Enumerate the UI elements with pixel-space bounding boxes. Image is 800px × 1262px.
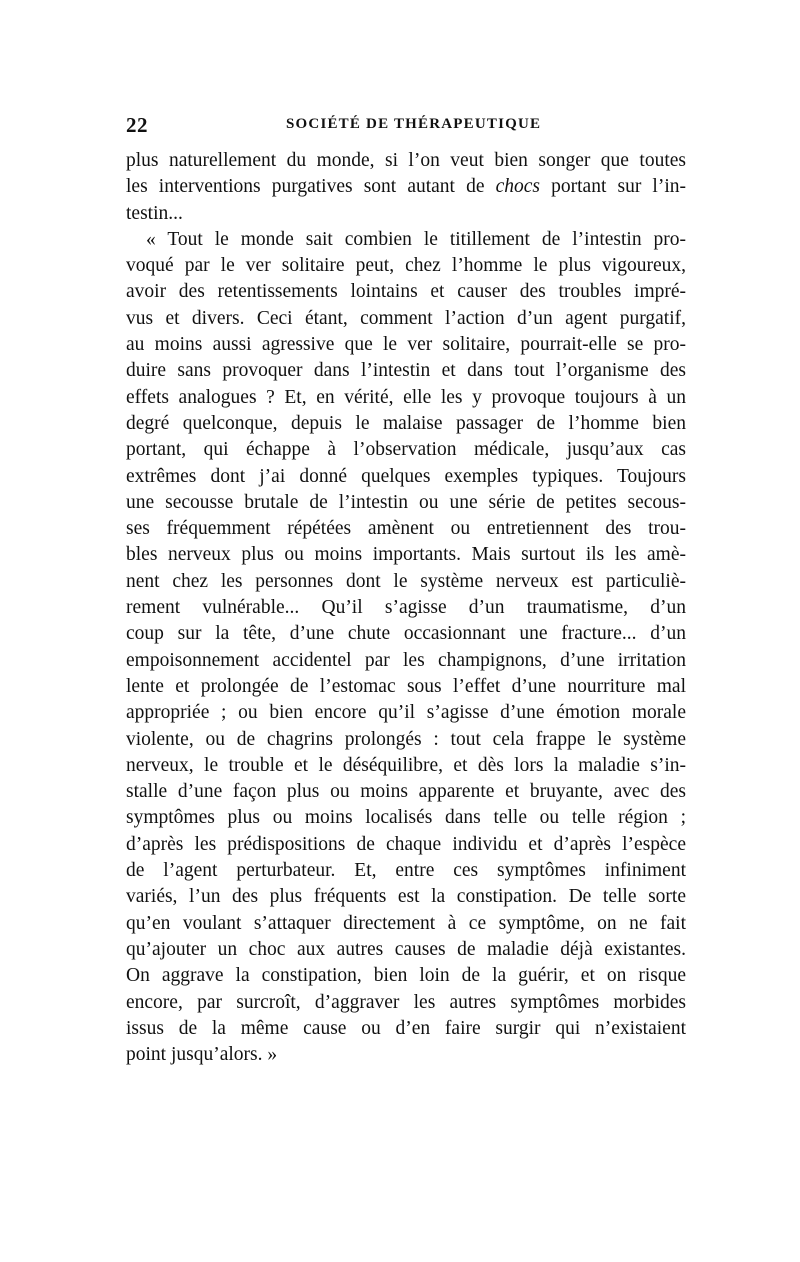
- text-line: de l’agent perturbateur. Et, entre ces symptômes infiniment: [126, 860, 686, 882]
- text-line: testin...: [126, 202, 183, 224]
- text-line: appropriée ; ou bien encore qu’il s’agisse d’une émotion morale: [126, 702, 686, 724]
- text-line: d’après les prédispositions de chaque individu et d’après l’espèce: [126, 833, 686, 855]
- text-line: extrêmes dont j’ai donné quelques exemples typiques. Toujours: [126, 465, 686, 487]
- text-line: effets analogues ? Et, en vérité, elle les y provoque toujours à un: [126, 386, 686, 408]
- text-line: violente, ou de chagrins prolongés : tout cela frappe le système: [126, 728, 686, 750]
- text-line: plus naturellement du monde, si l’on veut bien songer que toutes: [126, 150, 686, 171]
- text-line: nent chez les personnes dont le système nerveux est particuliè-: [126, 570, 686, 592]
- running-head: [126, 113, 682, 139]
- text-line: duire sans provoquer dans l’intestin et dans tout l’organisme des: [126, 360, 686, 382]
- text-line: avoir des retentissements lointains et causer des troubles impré-: [126, 281, 686, 303]
- text-line: stalle d’une façon plus ou moins apparente et bruyante, avec des: [126, 781, 686, 803]
- body-text: [126, 148, 686, 1068]
- text-line: voqué par le ver solitaire peut, chez l’homme le plus vigoureux,: [126, 255, 686, 277]
- text-line: au moins aussi agressive que le ver solitaire, pourrait-elle se pro-: [126, 334, 686, 356]
- text-line: « Tout le monde sait combien le titillement de l’intestin pro-: [146, 228, 686, 250]
- text-line: les interventions purgatives sont autant de chocs portant sur l’in-: [126, 176, 686, 198]
- text-line: vus et divers. Ceci étant, comment l’action d’un agent purgatif,: [126, 307, 686, 329]
- text-line: rement vulnérable... Qu’il s’agisse d’un traumatisme, d’un: [126, 597, 686, 619]
- text-line: coup sur la tête, d’une chute occasionnant une fracture... d’un: [126, 623, 686, 645]
- text-line: point jusqu’alors. »: [126, 1044, 278, 1066]
- page-number: 22: [126, 113, 148, 137]
- text-line: symptômes plus ou moins localisés dans telle ou telle région ;: [126, 807, 686, 829]
- text-line: degré quelconque, depuis le malaise passager de l’homme bien: [126, 412, 686, 434]
- text-line: qu’ajouter un choc aux autres causes de maladie déjà existantes.: [126, 938, 686, 960]
- text-line: empoisonnement accidentel par les champignons, d’une irritation: [126, 649, 686, 671]
- text-line: qu’en voulant s’attaquer directement à ce symptôme, on ne fait: [126, 912, 686, 934]
- text-line: portant, qui échappe à l’observation médicale, jusqu’aux cas: [126, 439, 686, 461]
- text-line: bles nerveux plus ou moins importants. Mais surtout ils les amè-: [126, 544, 686, 566]
- text-line: issus de la même cause ou d’en faire surgir qui n’existaient: [126, 1017, 686, 1039]
- text-line: une secousse brutale de l’intestin ou une série de petites secous-: [126, 491, 686, 513]
- running-title: SOCIÉTÉ DE THÉRAPEUTIQUE: [286, 116, 542, 132]
- text-line: ses fréquemment répétées amènent ou entretiennent des trou-: [126, 518, 686, 540]
- text-line: variés, l’un des plus fréquents est la constipation. De telle sorte: [126, 886, 686, 908]
- text-line: On aggrave la constipation, bien loin de la guérir, et on risque: [126, 965, 686, 987]
- text-line: nerveux, le trouble et le déséquilibre, et dès lors la maladie s’in-: [126, 754, 686, 776]
- text-line: lente et prolongée de l’estomac sous l’effet d’une nourriture mal: [126, 675, 686, 697]
- text-line: encore, par surcroît, d’aggraver les autres symptômes morbides: [126, 991, 686, 1013]
